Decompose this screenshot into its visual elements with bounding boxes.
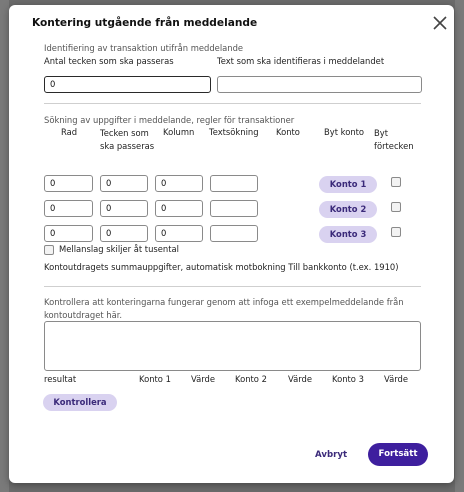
divider (44, 103, 421, 104)
header-byt-konto: Byt konto (324, 127, 365, 137)
summary-text: Kontoutdragets summauppgifter, automatisk motbokning Till bankkonto (t.ex. 1910) (44, 262, 399, 272)
result-varde1-label: Värde (191, 374, 215, 384)
test-instructions: Kontrollera att konteringarna fungerar genom att infoga ett exempelmeddelande från kontoutdraget här. (44, 297, 404, 320)
row3-kolumn-input[interactable]: 0 (155, 225, 203, 242)
header-rad: Rad (61, 127, 78, 137)
kontering-dialog (9, 5, 454, 483)
row2-textsokning-input[interactable] (210, 200, 258, 217)
konto1-button[interactable]: Konto 1 (319, 176, 377, 193)
konto3-button[interactable]: Konto 3 (319, 226, 377, 243)
divider (44, 286, 421, 287)
header-textsokning: Textsökning (209, 127, 259, 137)
header-konto: Konto (276, 127, 300, 137)
row1-skip-input[interactable]: 0 (100, 175, 148, 192)
row1-kolumn-input[interactable]: 0 (155, 175, 203, 192)
row3-byt-fortecken-checkbox[interactable] (391, 227, 401, 237)
row3-textsokning-input[interactable] (210, 225, 258, 242)
sample-message-textarea[interactable] (44, 321, 421, 371)
kontrollera-button[interactable]: Kontrollera (43, 394, 117, 411)
header-kolumn: Kolumn (163, 127, 195, 137)
row3-skip-input[interactable]: 0 (100, 225, 148, 242)
row2-rad-input[interactable]: 0 (44, 200, 93, 217)
backdrop-left (0, 0, 9, 492)
section1-heading: Identifiering av transaktion utifrån meddelande (44, 43, 244, 53)
close-icon[interactable] (432, 15, 448, 31)
identify-text-input[interactable] (217, 76, 422, 93)
result-varde3-label: Värde (384, 374, 408, 384)
result-konto2-label: Konto 2 (235, 374, 267, 384)
skip-chars-input[interactable]: 0 (44, 76, 211, 93)
header-skip: Tecken som ska passeras (100, 128, 155, 151)
dialog-title: Kontering utgående från meddelande (32, 17, 258, 29)
row1-byt-fortecken-checkbox[interactable] (391, 177, 401, 187)
cancel-button[interactable]: Avbryt (315, 450, 348, 460)
header-byt-fortecken: Byt förtecken (374, 128, 414, 151)
row2-kolumn-input[interactable]: 0 (155, 200, 203, 217)
row2-byt-fortecken-checkbox[interactable] (391, 202, 401, 212)
space-thousands-checkbox[interactable] (44, 245, 54, 255)
section2-heading: Sökning av uppgifter i meddelande, regler för transaktioner (44, 115, 295, 125)
backdrop-right (455, 0, 464, 492)
identify-text-label: Text som ska identifieras i meddelandet (217, 56, 385, 66)
row1-textsokning-input[interactable] (210, 175, 258, 192)
result-konto1-label: Konto 1 (139, 374, 171, 384)
konto2-button[interactable]: Konto 2 (319, 201, 377, 218)
result-varde2-label: Värde (288, 374, 312, 384)
skip-chars-label: Antal tecken som ska passeras (44, 56, 174, 66)
result-label: resultat (44, 374, 77, 384)
row3-rad-input[interactable]: 0 (44, 225, 93, 242)
row2-skip-input[interactable]: 0 (100, 200, 148, 217)
result-konto3-label: Konto 3 (332, 374, 364, 384)
row1-rad-input[interactable]: 0 (44, 175, 93, 192)
continue-button[interactable]: Fortsätt (368, 443, 428, 466)
space-thousands-label: Mellanslag skiljer åt tusental (59, 244, 179, 254)
